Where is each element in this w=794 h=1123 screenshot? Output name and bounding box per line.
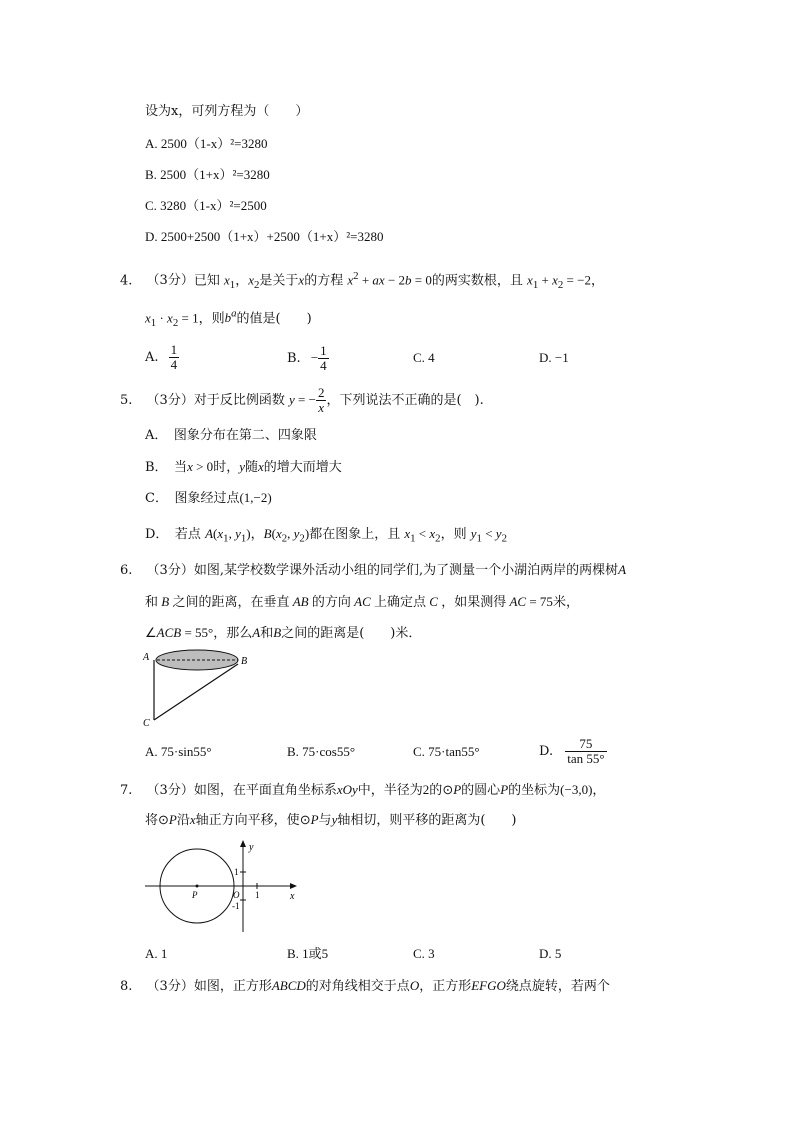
q7-line2: 将⊙P沿x轴正方向平移，使⊙P与y轴相切，则平移的距离为( ) (145, 812, 517, 828)
label-x: x (290, 891, 295, 902)
q8-number: 8. (120, 979, 133, 994)
q5-text: 对于反比例函数 (193, 393, 285, 408)
q4-text: 的两实数根，且 (431, 273, 523, 289)
center-p (196, 885, 199, 888)
q5-number: 5. (120, 393, 133, 408)
q4-text: 已知 (193, 273, 220, 289)
q3-option-b: B. 2500（1+x）²=3280 (145, 167, 270, 182)
q4-text: 的方程 (304, 273, 344, 289)
segment-cb (154, 664, 238, 720)
q6-line1: 6. （3分）如图,某学校数学课外活动小组的同学们,为了测量一个小湖泊两岸的两棵树A (120, 562, 627, 578)
q4-line1: 4. （3分）已知 $x_1$，$x_2$是关于x的方程 $x^2$ + ax − 2b = 0的两实数根，且 $x_1 + x_2 = -2$， (120, 270, 604, 291)
q5-option-a: A． 图象分布在第二、四象限 (145, 428, 317, 443)
q5-stem: 5. （3分）对于反比例函数 y = − $\frac{2}{x}$ ，下列说法不正确的是( ). (120, 385, 484, 415)
label-y: y (249, 842, 254, 853)
q7-line1: 7. （3分）如图，在平面直角坐标系xOy中，半径为2的⊙P的圆心P的坐标为(−3,0)， (120, 782, 606, 798)
q3-stem-end: 设为x，可列方程为（ ） (145, 104, 309, 119)
q4-option-c: C. 4 (413, 350, 435, 365)
q7-option-c: C. 3 (413, 946, 435, 961)
q8-score: （3分） (146, 979, 194, 994)
q5-option-d: D． 若点 $A(x_1$, $y_1$)，$B(x_2$, $y_2$)都在图象上，且 $x_1 < x_2$，则 $y_1 < y_2$ (145, 526, 507, 545)
q5-score: （3分） (146, 393, 194, 408)
q7-number: 7. (120, 783, 133, 798)
q6-lake-figure (140, 648, 255, 730)
q5-option-b: B． 当x > 0时，y随x的增大而增大 (145, 459, 342, 475)
q7-score: （3分） (146, 783, 194, 798)
q4-score: （3分） (146, 273, 194, 289)
y-axis-arrow (240, 840, 246, 847)
q6-option-d: D. $\frac{75}{\tan 55^\circ}$ (539, 736, 605, 766)
q6-line2: 和 B 之间的距离，在垂直 AB 的方向 AC 上确定点 C ，如果测得 AC = 75米， (145, 594, 579, 610)
q6-number: 6. (120, 563, 133, 578)
q7-option-d: D. 5 (539, 946, 562, 961)
q6-option-b: B. 75·cos55° (287, 744, 356, 759)
q5-text: ，下列说法不正确的是( ). (326, 393, 484, 408)
q7-coordinate-figure (140, 838, 305, 934)
q7-option-a: A. 1 (145, 946, 168, 961)
x-axis-arrow (290, 883, 297, 889)
q6-text: 如图,某学校数学课外活动小组的同学们,为了测量一个小湖泊两岸的两棵树 (193, 563, 619, 578)
q4-option-d: D. −1 (539, 350, 569, 365)
label-p: P (192, 890, 198, 900)
q5-option-c: C． 图象经过点(1,−2) (145, 490, 272, 506)
q4-option-b: B. − $\frac{1}{4}$ (287, 343, 327, 373)
q6-option-a: A. 75·sin55° (145, 744, 212, 759)
label-origin: O (233, 890, 240, 900)
q3-option-c: C. 3280（1-x）²=2500 (145, 198, 267, 213)
q6-option-c: C. 75·tan55° (413, 744, 480, 759)
label-a: A (143, 652, 150, 663)
q4-text: 的值是( ) (236, 311, 312, 327)
q4-text: 是关于 (259, 273, 299, 289)
q4-line2: $x_1 \cdot x_2 = 1$，则$b^a$的值是( ) (145, 308, 312, 329)
q7-option-b: B. 1或5 (287, 946, 329, 961)
label-c: C (143, 718, 150, 729)
label-b: B (241, 656, 248, 667)
label-y-neg-one: -1 (232, 901, 240, 911)
label-y-one: 1 (234, 867, 239, 877)
label-x-one: 1 (255, 890, 260, 900)
q6-score: （3分） (146, 563, 194, 578)
q3-option-d: D. 2500+2500（1+x）+2500（1+x）²=3280 (145, 229, 384, 244)
q6-line3: ∠ACB = 55°，那么A和B之间的距离是( )米． (145, 625, 422, 641)
q8-line1: 8. （3分）如图，正方形ABCD的对角线相交于点O，正方形EFGO绕点旋转，若两个 (120, 978, 610, 994)
q4-option-a: A. $\frac{1}{4}$ (145, 342, 178, 372)
q4-text: ，则 (198, 311, 225, 327)
q4-number: 4. (120, 273, 133, 289)
q3-option-a: A. 2500（1-x）²=3280 (145, 136, 268, 151)
